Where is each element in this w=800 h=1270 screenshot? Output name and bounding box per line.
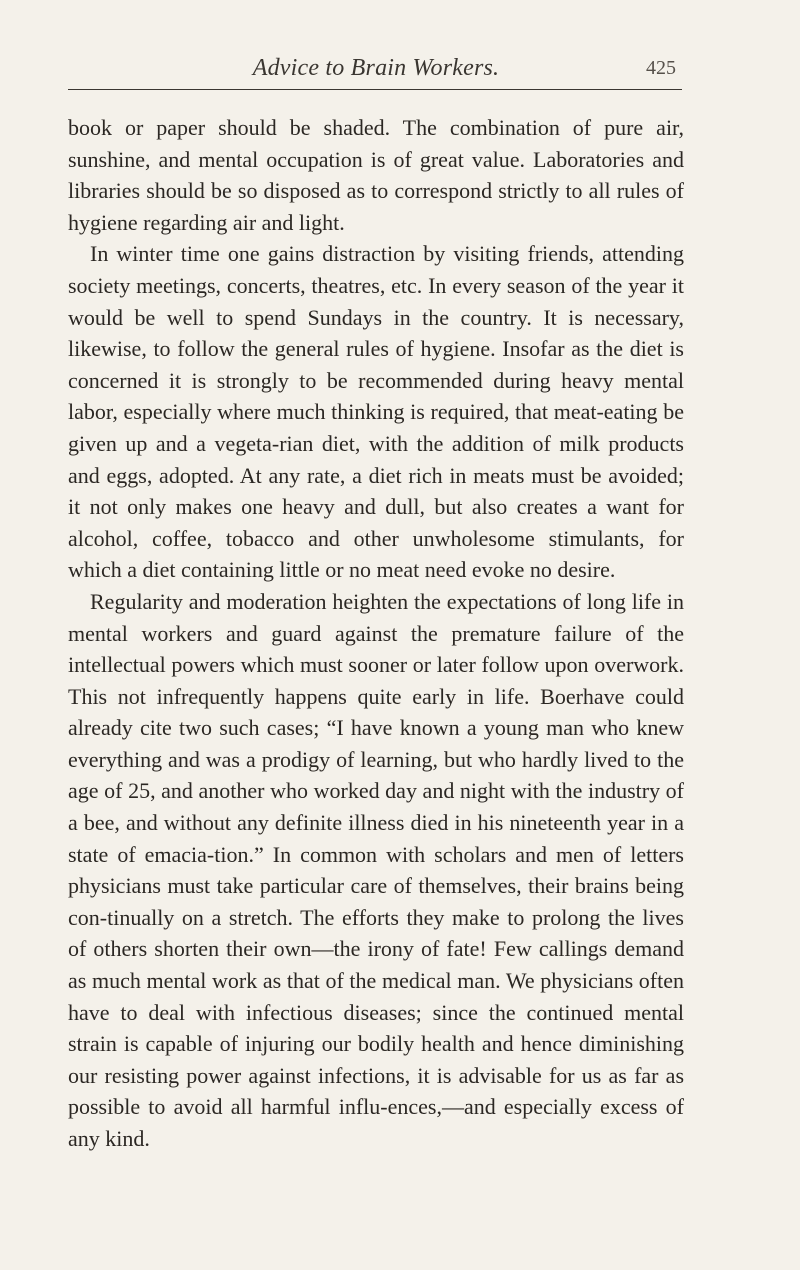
paragraph-regularity: Regularity and moderation heighten the expectations of long life in mental workers and guard against the premature failure of the intellectual powers which must sooner or later follow upon overwork. This not infrequently happens quite early in life. Boerhave could already cite two such cases; “I have known a young man who knew everything and was a prodigy of learning, but who hardly lived to the age of 25, and another who worked day and night with the industry of a bee, and without any definite illness died in his nineteenth year in a state of emacia-tion.” In common with scholars and men of letters physicians must take particular care of themselves, their brains being con-tinually on a stretch. The efforts they make to prolong the lives of others shorten their own—the irony of fate! Few callings demand as much mental work as that of the medical man. We physicians often have to deal with infectious diseases; since the continued mental strain is capable of injuring our bodily health and hence diminishing our resisting power against infections, it is advisable for us as far as possible to avoid all harmful influ-ences,—and especially excess of any kind. bbox=[68, 588, 684, 1151]
running-head bbox=[68, 53, 684, 89]
paragraph-winter-diet: In winter time one gains distraction by visiting friends, attending society meetings, concerts, theatres, etc. In every season of the year it would be well to spend Sundays in the country. It is necessary, likewise, to follow the general rules of hygiene. Insofar as the diet is concerned it is strongly to be recommended during heavy mental labor, especially where much thinking is required, that meat-eating be given up and a vegeta-rian diet, with the addition of milk products and eggs, adopted. At any rate, a diet rich in meats must be avoided; it not only makes one heavy and dull, but also creates a want for alcohol, coffee, tobacco and other unwholesome stimulants, for which a diet containing little or no meat need evoke no desire. bbox=[68, 241, 684, 583]
header-rule bbox=[68, 89, 682, 90]
page-number: 425 bbox=[646, 57, 676, 79]
running-title: Advice to Brain Workers. bbox=[252, 55, 500, 81]
paragraph-continued: book or paper should be shaded. The combination of pure air, sunshine, and mental occupation is of great value. Laboratories and libraries should be so disposed as to correspond strictly to all rules of hygiene regarding air and light. bbox=[68, 115, 684, 235]
body-text bbox=[68, 112, 684, 1155]
